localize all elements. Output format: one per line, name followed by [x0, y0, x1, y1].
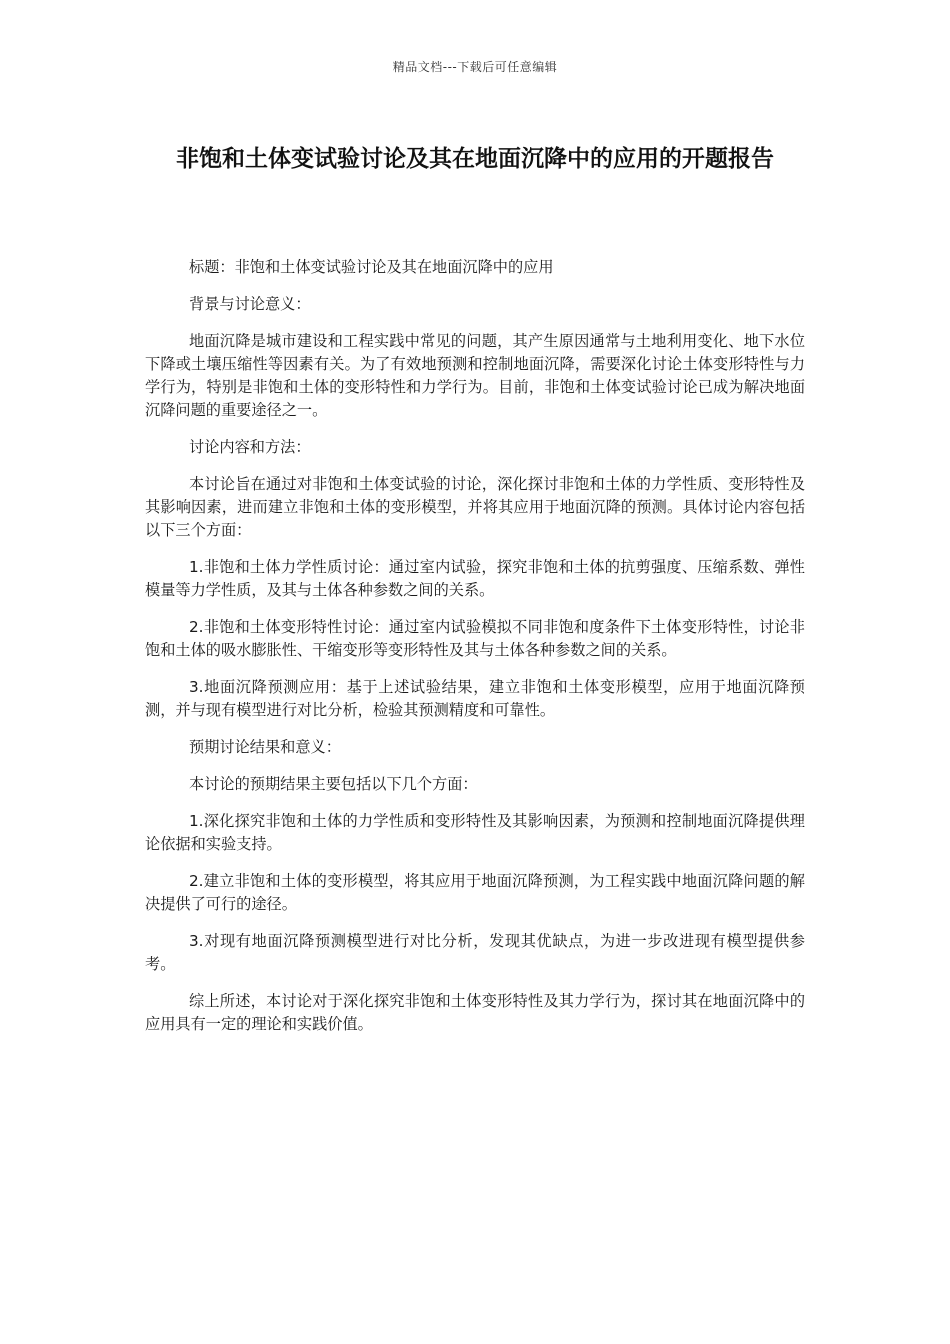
paragraph-result-item-2: 2.建立非饱和土体的变形模型，将其应用于地面沉降预测，为工程实践中地面沉降问题的解决提供了可行的途径。 — [145, 872, 805, 913]
paragraph-subject: 标题：非饱和土体变试验讨论及其在地面沉降中的应用 — [189, 258, 554, 276]
heading-background: 背景与讨论意义： — [189, 295, 311, 313]
page-header: 精品文档---下载后可任意编辑 — [392, 60, 558, 74]
heading-content-methods: 讨论内容和方法： — [189, 438, 311, 456]
paragraph-conclusion: 综上所述，本讨论对于深化探究非饱和土体变形特性及其力学行为，探讨其在地面沉降中的应用具有一定的理论和实践价值。 — [145, 992, 805, 1033]
paragraph-result-item-1: 1.深化探究非饱和土体的力学性质和变形特性及其影响因素，为预测和控制地面沉降提供理论依据和实验支持。 — [145, 812, 805, 853]
heading-expected-results: 预期讨论结果和意义： — [189, 738, 341, 756]
paragraph-result-item-3: 3.对现有地面沉降预测模型进行对比分析，发现其优缺点，为进一步改进现有模型提供参考。 — [145, 932, 805, 973]
paragraph-content-item-2: 2.非饱和土体变形特性讨论：通过室内试验模拟不同非饱和度条件下土体变形特性，讨论非饱和土体的吸水膨胀性、干缩变形等变形特性及其与土体各种参数之间的关系。 — [145, 618, 805, 659]
paragraph-content-item-1: 1.非饱和土体力学性质讨论：通过室内试验，探究非饱和土体的抗剪强度、压缩系数、弹性模量等力学性质，及其与土体各种参数之间的关系。 — [145, 558, 805, 599]
document-title: 非饱和土体变试验讨论及其在地面沉降中的应用的开题报告 — [176, 146, 774, 172]
paragraph-background: 地面沉降是城市建设和工程实践中常见的问题，其产生原因通常与土地利用变化、地下水位下降或土壤压缩性等因素有关。为了有效地预测和控制地面沉降，需要深化讨论土体变形特性与力学行为，特别是非饱和土体的变形特性和力学行为。目前，非饱和土体变试验讨论已成为解决地面沉降问题的重要途径之一。 — [145, 332, 805, 419]
paragraph-content-item-3: 3.地面沉降预测应用：基于上述试验结果，建立非饱和土体变形模型，应用于地面沉降预测，并与现有模型进行对比分析，检验其预测精度和可靠性。 — [145, 678, 805, 719]
paragraph-content-intro: 本讨论旨在通过对非饱和土体变试验的讨论，深化探讨非饱和土体的力学性质、变形特性及其影响因素，进而建立非饱和土体的变形模型，并将其应用于地面沉降的预测。具体讨论内容包括以下三个方面： — [145, 475, 805, 539]
document-body — [145, 256, 805, 1050]
paragraph-results-intro: 本讨论的预期结果主要包括以下几个方面： — [189, 775, 478, 793]
